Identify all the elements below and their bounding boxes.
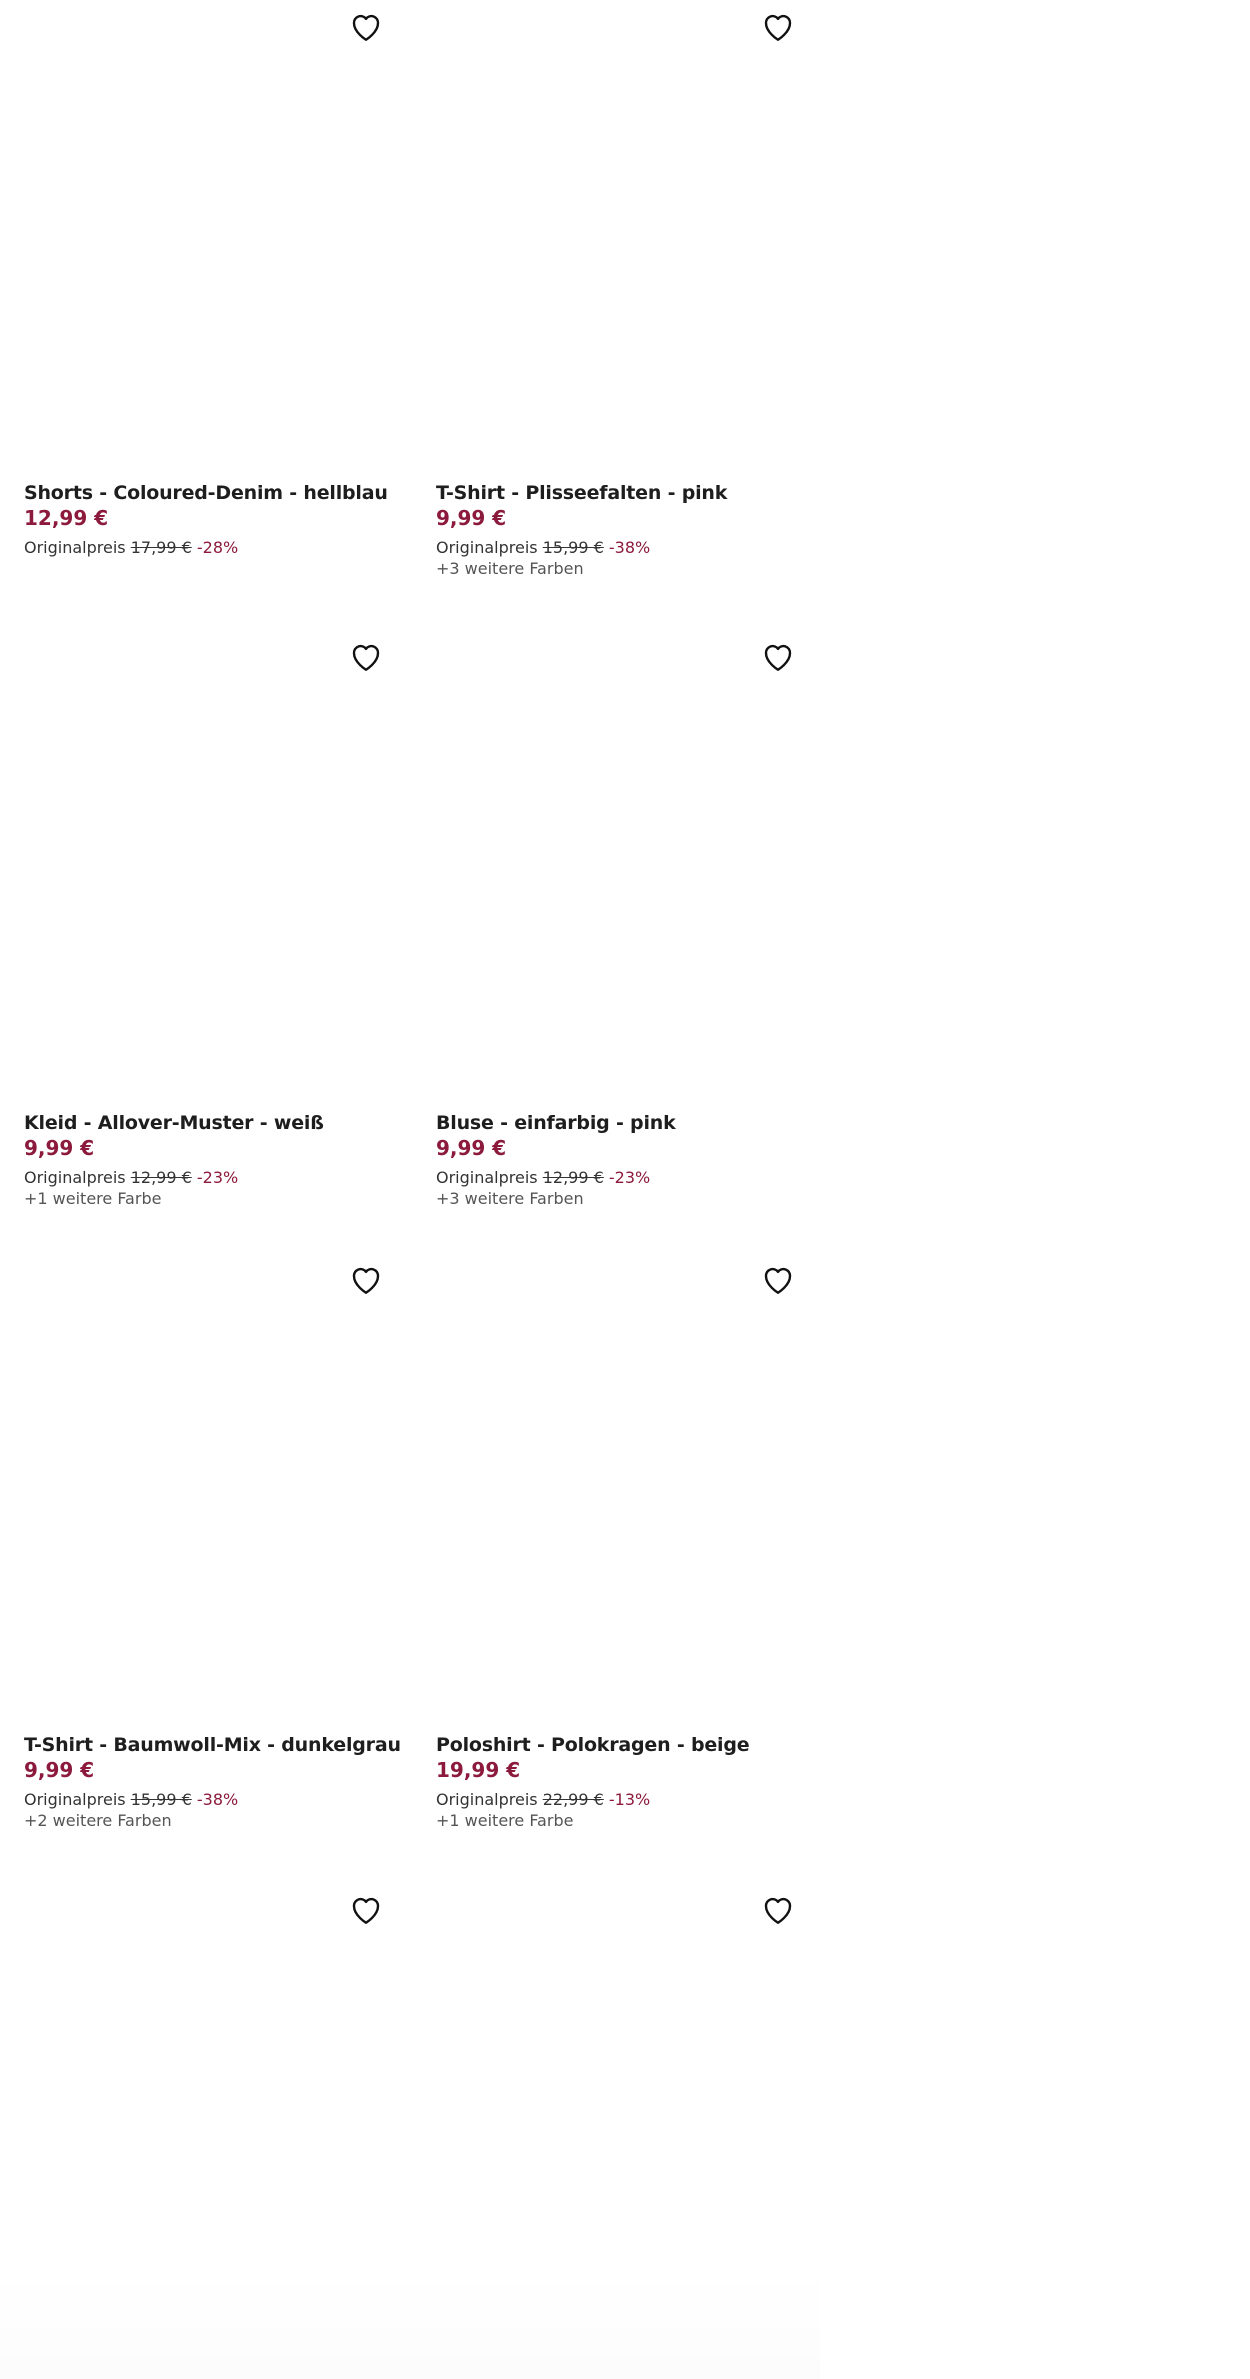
- product-price: 9,99 €: [24, 1758, 95, 1782]
- product-image[interactable]: [0, 0, 410, 465]
- product-info: [436, 1111, 816, 1209]
- wishlist-heart-icon[interactable]: [760, 9, 796, 45]
- discount-badge: -23%: [196, 1168, 239, 1187]
- product-info: [24, 481, 404, 559]
- product-info: [436, 481, 816, 579]
- product-price: 12,99 €: [24, 506, 109, 530]
- discount-badge: -28%: [196, 538, 239, 557]
- product-info: [24, 1733, 404, 1831]
- wishlist-heart-icon[interactable]: [760, 1892, 796, 1928]
- product-image[interactable]: [0, 630, 410, 1095]
- original-price: 22,99 €: [542, 1790, 604, 1809]
- original-price-label: Originalpreis: [24, 538, 126, 557]
- product-info: [436, 1733, 816, 1831]
- discount-badge: -23%: [608, 1168, 651, 1187]
- original-price-label: Originalpreis: [24, 1168, 126, 1187]
- product-title[interactable]: T-Shirt - Baumwoll-Mix - dunkelgrau: [24, 1734, 401, 1756]
- product-image[interactable]: [412, 1253, 822, 1718]
- original-price-line: [24, 537, 404, 559]
- more-colors-link[interactable]: +1 weitere Farbe: [24, 1189, 162, 1208]
- original-price-label: Originalpreis: [436, 538, 538, 557]
- wishlist-heart-icon[interactable]: [348, 1892, 384, 1928]
- product-price: 9,99 €: [436, 1136, 507, 1160]
- discount-badge: -38%: [608, 538, 651, 557]
- discount-badge: -38%: [196, 1790, 239, 1809]
- original-price: 15,99 €: [130, 1790, 192, 1809]
- original-price: 17,99 €: [130, 538, 192, 557]
- more-colors-link[interactable]: +1 weitere Farbe: [436, 1811, 574, 1830]
- product-price: 9,99 €: [24, 1136, 95, 1160]
- product-price: 19,99 €: [436, 1758, 521, 1782]
- original-price-line: [24, 1789, 404, 1811]
- product-price: 9,99 €: [436, 506, 507, 530]
- wishlist-heart-icon[interactable]: [348, 1262, 384, 1298]
- more-colors-link[interactable]: +2 weitere Farben: [24, 1811, 172, 1830]
- product-title[interactable]: T-Shirt - Plisseefalten - pink: [436, 482, 728, 504]
- product-info: [24, 1111, 404, 1209]
- original-price-line: [24, 1167, 404, 1189]
- page-bottom: [0, 2270, 820, 2379]
- original-price: 12,99 €: [130, 1168, 192, 1187]
- original-price-line: [436, 1167, 816, 1189]
- wishlist-heart-icon[interactable]: [760, 639, 796, 675]
- product-title[interactable]: Kleid - Allover-Muster - weiß: [24, 1112, 324, 1134]
- wishlist-heart-icon[interactable]: [348, 639, 384, 675]
- original-price: 12,99 €: [542, 1168, 604, 1187]
- product-image[interactable]: [0, 1253, 410, 1718]
- product-title[interactable]: Poloshirt - Polokragen - beige: [436, 1734, 750, 1756]
- discount-badge: -13%: [608, 1790, 651, 1809]
- more-colors-link[interactable]: +3 weitere Farben: [436, 559, 584, 578]
- product-image[interactable]: [412, 630, 822, 1095]
- product-title[interactable]: Shorts - Coloured-Denim - hellblau: [24, 482, 388, 504]
- original-price-label: Originalpreis: [436, 1168, 538, 1187]
- original-price-line: [436, 1789, 816, 1811]
- original-price-label: Originalpreis: [436, 1790, 538, 1809]
- wishlist-heart-icon[interactable]: [760, 1262, 796, 1298]
- wishlist-heart-icon[interactable]: [348, 9, 384, 45]
- more-colors-link[interactable]: +3 weitere Farben: [436, 1189, 584, 1208]
- original-price-label: Originalpreis: [24, 1790, 126, 1809]
- original-price-line: [436, 537, 816, 559]
- product-image[interactable]: [412, 0, 822, 465]
- original-price: 15,99 €: [542, 538, 604, 557]
- product-title[interactable]: Bluse - einfarbig - pink: [436, 1112, 676, 1134]
